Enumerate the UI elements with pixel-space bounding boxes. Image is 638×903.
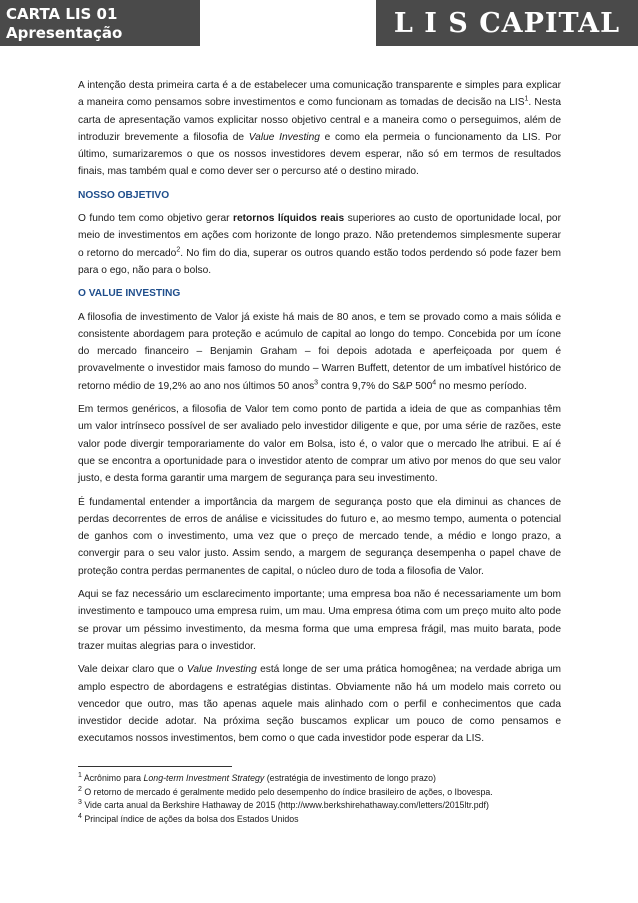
footnote-2: $^2$ O retorno de mercado é geralmente medido pelo desempenho do índice brasileiro de ações, o Ibovespa.	[78, 785, 493, 797]
brand-banner	[376, 0, 638, 46]
footnote-4: $^4$ Principal índice de ações da bolsa dos Estados Unidos	[78, 812, 299, 824]
letter-body	[78, 77, 561, 754]
footnote-1: $^1$ Acrônimo para Long-term Investment Strategy (estratégia de investimento de longo prazo)	[78, 772, 436, 783]
letter-number: CARTA LIS 01	[6, 5, 118, 23]
footnote-separator	[78, 766, 232, 767]
objective-heading: NOSSO OBJETIVO	[78, 189, 170, 201]
header-title-block	[0, 0, 200, 46]
value-paragraph-5: Vale deixar claro que o Value Investing está longe de ser uma prática homogênea; na verdade abriga um amplo espectro de abordagens e estratégias distintas. Obviamente não há um modelo mais correto ou vencedor que outro, mas tão apenas aquele mais alinhado com o perfil e conhecimentos que cada investidor decide adotar. Na próxima seção buscamos explicar um pouco de como pensamos e executamos nossos investimentos, bem como o que cada investidor pode esperar da LIS.	[78, 664, 561, 745]
value-paragraph-4: Aqui se faz necessário um esclarecimento importante; uma empresa boa não é necessariamente um bom investimento e tampouco uma empresa ruim, um mau. Uma empresa ótima com um preço muito alto pode se provar um péssimo investimento, da mesma forma que uma empresa frágil, mas muito barata, pode trazer muitas alegrias para o investidor.	[78, 589, 561, 652]
value-paragraph-2: Em termos genéricos, a filosofia de Valor tem como ponto de partida a ideia de que as companhias têm um valor intrínseco possível de ser avaliado pelo investidor diligente e que, por uma série de razões, este valor pode divergir temporariamente do valor em Bolsa, isto é, o valor que o mercado lhe atribui. E aí é que se encontra a oportunidade para o investidor atento de comprar um ativo por menos do que seu valor justo, e desta forma garantir uma margem de segurança para seu investimento.	[78, 404, 561, 485]
footnote-ref-4: 4	[432, 379, 437, 387]
brand-logo-text: L I S CAPITAL	[393, 7, 621, 39]
value-investing-heading: O VALUE INVESTING	[78, 288, 181, 300]
footnote-ref-2: 2	[176, 246, 181, 254]
value-paragraph-3: É fundamental entender a importância da margem de segurança posto que ela diminui as chances de perdas decorrentes de erros de análise e vicissitudes do futuro e, ao mesmo tempo, aumenta o potencial de ganhos com o investimento, uma vez que o preço de mercado tende, a médio e longo prazo, a convergir para o seu valor justo. Assim sendo, a margem de segurança desempenha o papel chave de proteção contra perdas permanentes de capital, o núcleo duro de toda a filosofia de Valor.	[78, 496, 561, 577]
footnote-ref-1: 1	[524, 95, 529, 103]
footnotes	[78, 772, 561, 826]
intro-paragraph: A intenção desta primeira carta é a de estabelecer uma comunicação transparente e simples para explicar a maneira como pensamos sobre investimentos e como funcionam as tomadas de decisão na LIS$^1$. Nesta carta de apresentação vamos explicitar nosso objetivo central e a maneira como o perseguimos, além de introduzir brevemente a filosofia de Value Investing e como ela permeia o funcionamento da LIS. Por último, sumarizaremos o que os nossos investidores devem esperar, não só em termos de resultados finais, mas também qual e como dever ser o percurso até o destino mirado.	[78, 80, 561, 178]
footnote-ref-3: 3	[314, 379, 319, 387]
footnote-3: $^3$ Vide carta anual da Berkshire Hathaway de 2015 (http://www.berkshirehathaway.com/letters/2015ltr.pdf)	[78, 799, 489, 811]
objective-paragraph: O fundo tem como objetivo gerar retornos líquidos reais superiores ao custo de oportunidade local, por meio de investimentos em ações com horizonte de longo prazo. Não pretendemos simplesmente superar o retorno do mercado$^2$. No fim do dia, superar os outros quando estão todos perdendo só pode fazer bem para o ego, não para o bolso.	[78, 213, 561, 276]
letter-subtitle: Apresentação	[6, 24, 123, 42]
value-paragraph-1: A filosofia de investimento de Valor já existe há mais de 80 anos, e tem se provado como a mais sólida e consistente abordagem para proteção e acúmulo de capital ao longo do tempo. Concebida por um ícone do mercado financeiro – Benjamin Graham – foi depois adotada e aperfeiçoada por quem é provavelmente o investidor mais famoso do mundo – Warren Buffett, detentor de um imbatível histórico de retorno médio de 19,2% ao ano nos últimos 50 anos$^3$ contra 9,7% do S&P $500^4$ no mesmo período.	[78, 311, 561, 392]
